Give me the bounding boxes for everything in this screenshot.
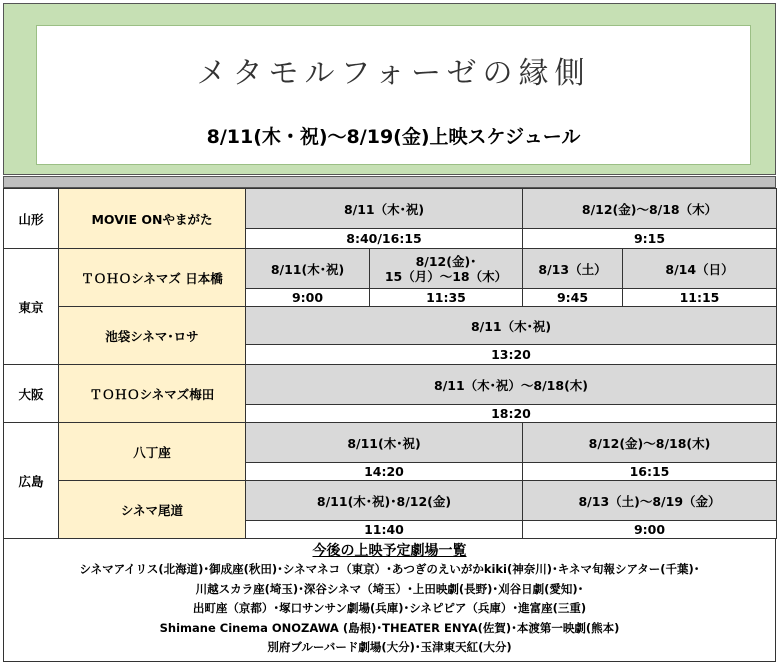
region-osaka: 大阪 [4, 365, 59, 423]
date-cell: 8/11（木･祝) [246, 189, 523, 229]
theater-movie-on: MOVIE ONやまがた [59, 189, 246, 249]
upcoming-line: シネマアイリス(北海道)･御成座(秋田)･シネマネコ（東京）･あつぎのえいがかkiki(神奈川)･キネマ旬報シアター(千葉)･ [79, 562, 700, 576]
time-cell: 11:35 [370, 289, 523, 307]
upcoming-heading: 今後の上映予定劇場一覧 [312, 543, 467, 559]
date-cell: 8/12(金)～8/18（木） [523, 189, 777, 229]
region-tokyo: 東京 [4, 249, 59, 365]
time-cell: 9:00 [246, 289, 370, 307]
time-cell: 11:15 [623, 289, 777, 307]
theater-onomichi: シネマ尾道 [59, 481, 246, 539]
table-row [4, 189, 777, 229]
table-row [4, 423, 777, 463]
header-banner [3, 3, 776, 175]
time-cell: 9:45 [523, 289, 623, 307]
upcoming-line: 出町座（京都）･塚口サンサン劇場(兵庫)･シネピピア（兵庫）･進富座(三重) [192, 601, 587, 615]
upcoming-line: 川越スカラ座(埼玉)･深谷シネマ（埼玉）･上田映劇(長野)･刈谷日劇(愛知)･ [195, 581, 584, 596]
theater-toho-umeda: ＴＯＨＯシネマズ梅田 [59, 365, 246, 423]
date-cell: 8/11(木･祝) [246, 249, 370, 289]
time-cell: 14:20 [246, 463, 523, 481]
time-cell: 9:15 [523, 229, 777, 249]
divider-band [3, 176, 776, 188]
table-row [4, 365, 777, 405]
schedule-subtitle: 8/11(木・祝)～8/19(金)上映スケジュール [206, 126, 581, 148]
date-line: 8/12(金)･ [415, 253, 477, 269]
date-cell: 8/11（木･祝) [246, 307, 777, 345]
date-cell: 8/11(木･祝) [246, 423, 523, 463]
table-row [4, 481, 777, 521]
table-row [4, 307, 777, 345]
upcoming-theaters [3, 538, 776, 662]
time-cell: 9:00 [523, 521, 777, 539]
region-yamagata: 山形 [4, 189, 59, 249]
theater-toho-nihonbashi: ＴＯＨＯシネマズ 日本橋 [59, 249, 246, 307]
date-cell: 8/11（木･祝）～8/18(木) [246, 365, 777, 405]
time-cell: 11:40 [246, 521, 523, 539]
upcoming-line: Shimane Cinema ONOZAWA (島根)･THEATER ENYA(佐賀)･本渡第一映劇(熊本) [159, 620, 620, 635]
time-cell: 16:15 [523, 463, 777, 481]
schedule-table [3, 188, 777, 539]
theater-hatchoza: 八丁座 [59, 423, 246, 481]
date-cell: 8/12(金)～8/18(木) [523, 423, 777, 463]
time-cell: 18:20 [246, 405, 777, 423]
header-inner-box [36, 25, 751, 165]
upcoming-line: 別府ブルーバード劇場(大分)･玉津東天紅(大分) [267, 640, 512, 654]
date-cell: 8/11(木･祝)･8/12(金) [246, 481, 523, 521]
region-hiroshima: 広島 [4, 423, 59, 539]
date-line: 15（月）～18（木） [384, 268, 508, 284]
time-cell: 13:20 [246, 345, 777, 365]
date-cell-multi [370, 249, 523, 289]
page-title: メタモルフォーゼの縁側 [196, 56, 591, 91]
time-cell: 8:40/16:15 [246, 229, 523, 249]
date-cell: 8/13（土)～8/19（金） [523, 481, 777, 521]
table-row [4, 249, 777, 289]
date-cell: 8/14（日） [623, 249, 777, 289]
date-cell: 8/13（土） [523, 249, 623, 289]
theater-ikebukuro: 池袋シネマ･ロサ [59, 307, 246, 365]
